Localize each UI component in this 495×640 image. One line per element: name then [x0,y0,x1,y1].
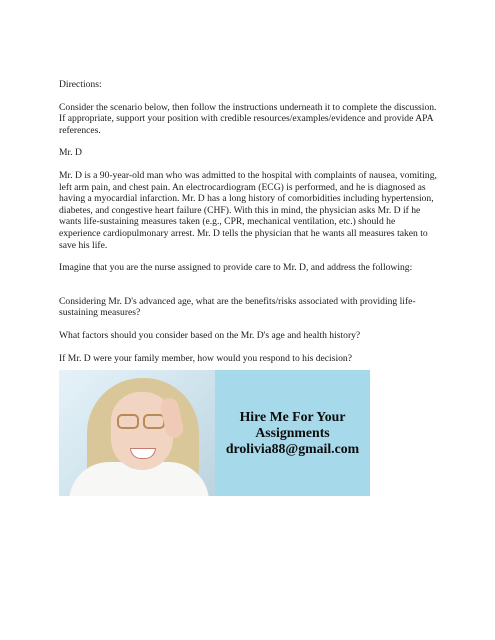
question-2: What factors should you consider based on the Mr. D's age and health history? [59,329,361,341]
directions-heading: Directions: [59,79,102,90]
question-1: Considering Mr. D's advanced age, what are the benefits/risks associated with providing life-sustaining measures? [59,295,416,319]
woman-with-glasses-photo [59,370,215,496]
instruction-text: Imagine that you are the nurse assigned to provide care to Mr. D, and address the following: [59,262,413,274]
document-body [59,79,439,364]
ad-line-2: Assignments [255,425,330,440]
ad-email: drolivia88@gmail.com [225,441,360,456]
advertisement-banner [59,370,370,496]
case-title: Mr. D [59,147,82,159]
ad-line-1: Hire Me For Your [239,409,346,424]
directions-text: Consider the scenario below, then follow the instructions underneath it to complete the discussion. If appropriate, support your position with credible resources/examples/evidence and provide APA references. [59,101,437,136]
ad-text-block [215,370,370,496]
question-3: If Mr. D were your family member, how would you respond to his decision? [59,352,352,364]
case-text: Mr. D is a 90-year-old man who was admitted to the hospital with complaints of nausea, vomiting, left arm pain, and chest pain. An electrocardiogram (ECG) is performed, and he is diagnosed as having a myocardial infarction. Mr. D has a long history of comorbidities including hypertension, diabetes, and congestive heart failure (CHF). With this in mind, the physician asks Mr. D if he wants life-sustaining measures taken (e.g., CPR, mechanical ventilation, etc.) should he experience cardiopulmonary arrest. Mr. D tells the physician that he wants all measures taken to save his life. [59,169,437,251]
